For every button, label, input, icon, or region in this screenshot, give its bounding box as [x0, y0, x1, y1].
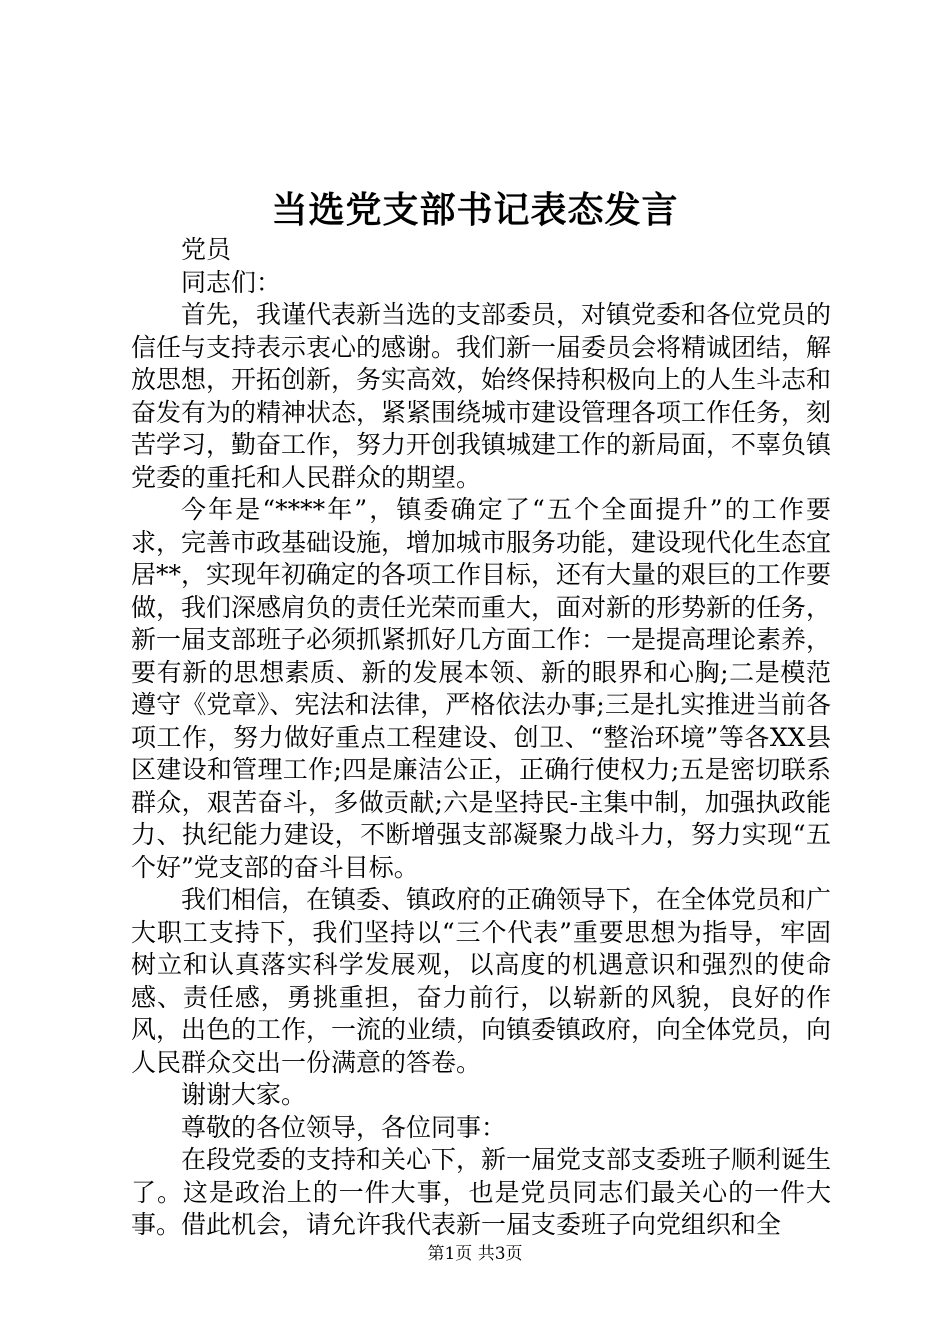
- page-number: 第1页 共3页: [427, 1244, 523, 1264]
- paragraph-closing-thanks: 谢谢大家。: [181, 1080, 307, 1109]
- paragraph-greeting: 同志们：: [181, 267, 282, 297]
- paragraph-addressee: 党员: [181, 235, 232, 264]
- paragraph-second-speech: 在段党委的支持和关心下，新一届党支部支委班子顺利诞生了。这是政治上的一件大事，也是党员同志们最关心的一件大事。借此机会，请允许我代表新一届支委班子向党组织和全: [131, 1145, 832, 1239]
- paragraph-work-requirements: 今年是“****年”，镇委确定了“五个全面提升”的工作要求，完善市政基础设施，增加城市服务功能，建设现代化生态宜居**，实现年初确定的各项工作目标，还有大量的艰巨的工作要做，我们深感肩负的责任光荣而重大，面对新的形势新的任务，新一届支部班子必须抓紧抓好几方面工作：一是提高理论素养，要有新的思想素质、新的发展本领、新的眼界和心胸;二是模范遵守《党章》、宪法和法律，严格依法办事;三是扎实推进当前各项工作，努力做好重点工程建设、创卫、“整治环境”等各XX县区建设和管理工作;四是廉洁公正，正确行使权力;五是密切联系群众，艰苦奋斗，多做贡献;六是坚持民-主集中制，加强执政能力、执纪能力建设，不断增强支部凝聚力战斗力，努力实现“五个好”党支部的奋斗目标。: [131, 495, 832, 882]
- paragraph-thanks: 首先，我谨代表新当选的支部委员，对镇党委和各位党员的信任与支持表示衷心的感谢。我们新一届委员会将精诚团结，解放思想，开拓创新，务实高效，始终保持积极向上的人生斗志和奋发有为的精神状态，紧紧围绕城市建设管理各项工作任务，刻苦学习，勤奋工作，努力开创我镇城建工作的新局面，不辜负镇党委的重托和人民群众的期望。: [131, 300, 832, 492]
- document-body: [131, 234, 831, 1242]
- paragraph-confidence: 我们相信，在镇委、镇政府的正确领导下，在全体党员和广大职工支持下，我们坚持以“三个代表”重要思想为指导，牢固树立和认真落实科学发展观，以高度的机遇意识和强烈的使命感、责任感，勇挑重担，奋力前行，以崭新的风貌，良好的作风，出色的工作，一流的业绩，向镇委镇政府，向全体党员，向人民群众交出一份满意的答卷。: [131, 885, 832, 1077]
- document-title: 当选党支部书记表态发言: [271, 189, 679, 231]
- paragraph-second-greeting: 尊敬的各位领导，各位同事：: [181, 1112, 507, 1142]
